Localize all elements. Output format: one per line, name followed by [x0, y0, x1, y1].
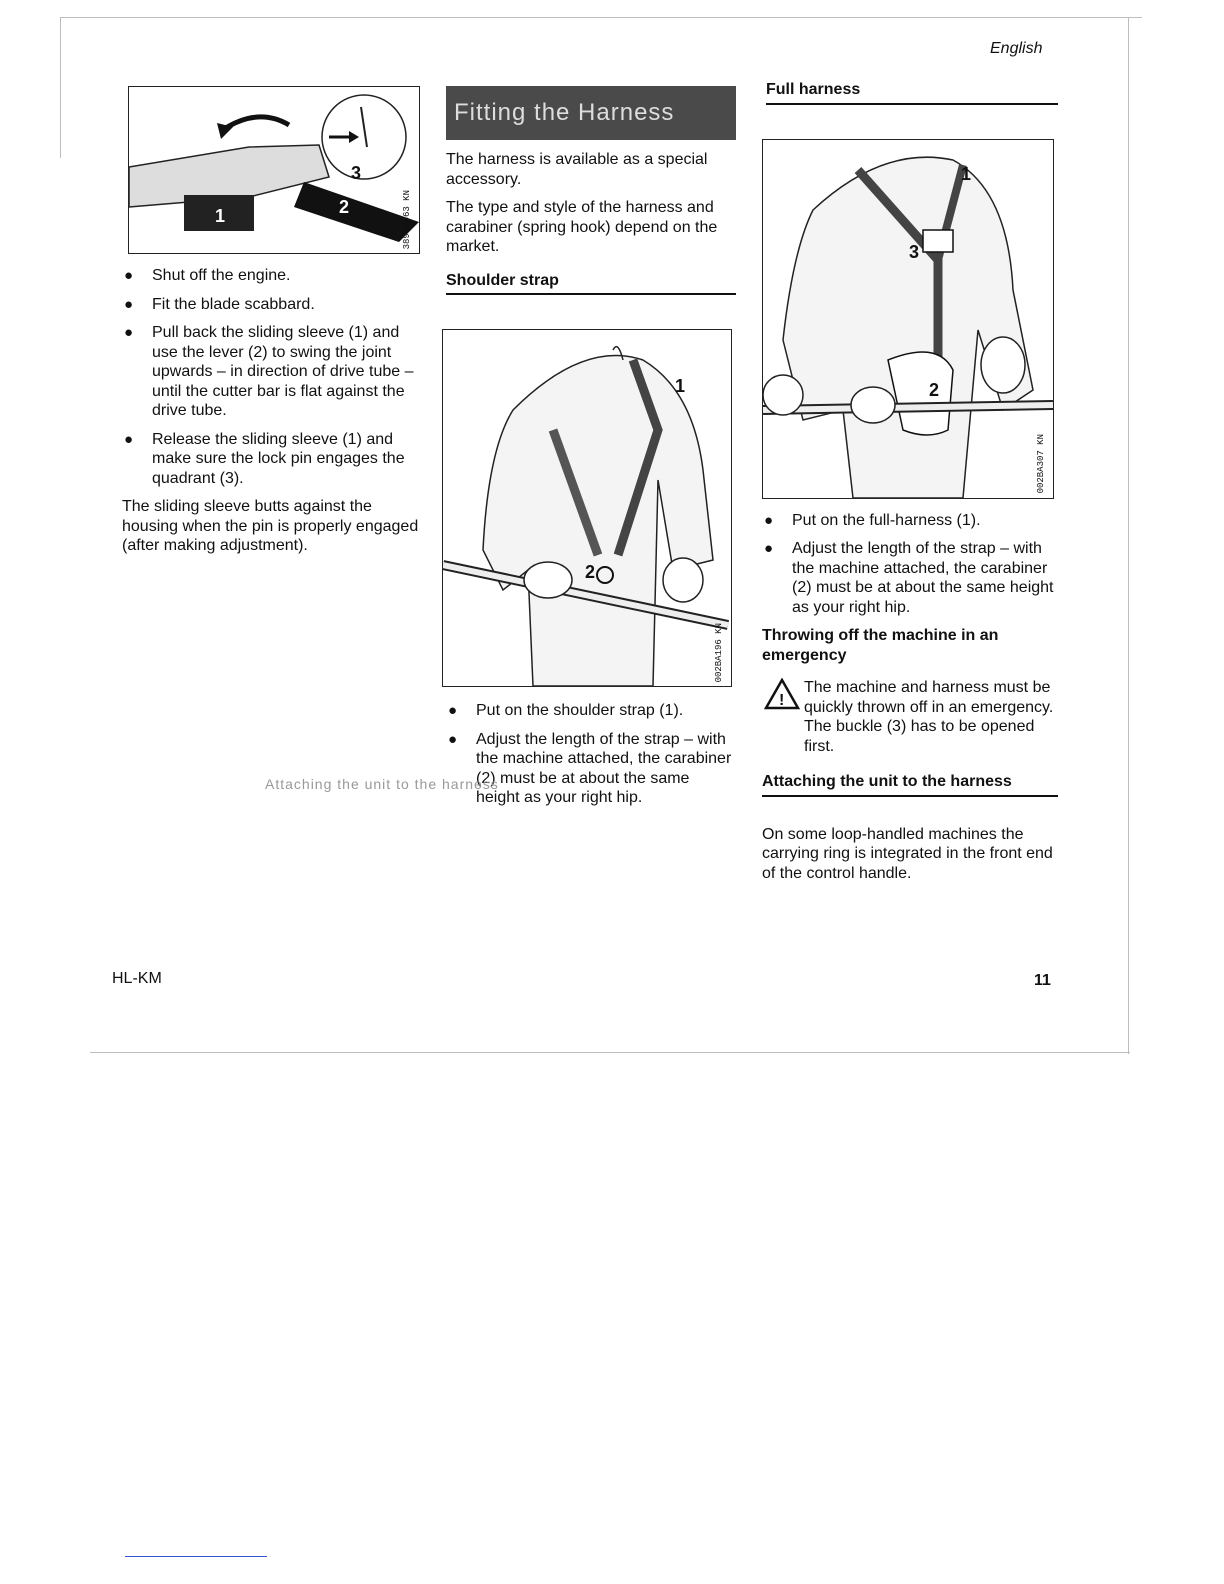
- page-bottom-border: [90, 1052, 1130, 1053]
- attaching-text: On some loop-handled machines the carrying ring is integrated in the front end of the control handle.: [762, 825, 1053, 882]
- full-harness-illustration: [763, 140, 1053, 498]
- page-left-border: [60, 18, 61, 158]
- list-item: ● Adjust the length of the strap – with the machine attached, the carabiner (2) must be at about the same height as your right hip.: [764, 540, 1054, 616]
- svg-text:!: !: [779, 692, 785, 709]
- callout-1: 1: [215, 206, 226, 226]
- cutter-joint-illustration: [129, 87, 419, 253]
- model-label: HL-KM: [112, 970, 162, 987]
- warning-icon: [764, 678, 800, 716]
- shoulder-strap-figure: [442, 329, 732, 687]
- right-column: [762, 80, 1058, 892]
- page-right-border: [1128, 18, 1129, 1054]
- bullet-icon: ●: [764, 540, 774, 557]
- page-top-border: [60, 17, 1142, 18]
- section-title: Fitting the Harness: [446, 86, 736, 140]
- cutter-joint-figure: [128, 86, 420, 254]
- figure-code: 002BA196 KN: [713, 622, 724, 682]
- language-label: English: [990, 40, 1043, 57]
- left-bullet-list: [122, 266, 422, 488]
- left-column: [122, 86, 422, 565]
- shoulder-strap-illustration: [443, 330, 731, 686]
- figure-code: 002BA307 KN: [1035, 434, 1046, 494]
- callout-3: 3: [909, 241, 920, 262]
- bottom-rule: [125, 1556, 267, 1557]
- bullet-icon: ●: [124, 267, 134, 284]
- callout-2: 2: [339, 197, 350, 217]
- bullet-icon: ●: [124, 295, 134, 313]
- callout-1: 1: [961, 163, 972, 184]
- bullet-icon: ●: [124, 324, 134, 341]
- sleeve-note: The sliding sleeve butts against the housing when the pin is properly engaged (after making adjustment).: [122, 498, 419, 554]
- right-bullet-list: [762, 511, 1058, 618]
- page-number: 11: [1034, 972, 1051, 989]
- warning-text: The machine and harness must be quickly thrown off in an emergency. The buckle (3) has to be opened first.: [804, 679, 1054, 755]
- bullet-icon: ●: [764, 511, 774, 529]
- list-item: ● Fit the blade scabbard.: [124, 295, 315, 313]
- warning-block: [762, 678, 1058, 756]
- shoulder-strap-heading: Shoulder strap: [446, 271, 736, 296]
- list-item: ● Put on the full-harness (1).: [764, 511, 981, 529]
- callout-2: 2: [585, 562, 596, 582]
- middle-column: [446, 86, 736, 817]
- bullet-icon: ●: [448, 730, 458, 748]
- intro-paragraph: The harness is available as a special accessory.: [446, 151, 708, 188]
- callout-3: 3: [351, 163, 362, 183]
- list-item: ● Shut off the engine.: [124, 267, 291, 284]
- full-harness-heading: Full harness: [766, 80, 1058, 105]
- list-item: ● Release the sliding sleeve (1) and make sure the lock pin engages the quadrant (3).: [124, 430, 405, 487]
- figure-code: 3890A063 KN: [401, 189, 412, 249]
- list-item: ● Put on the shoulder strap (1).: [448, 702, 684, 719]
- full-harness-figure: [762, 139, 1054, 499]
- bleed-through-text: Attaching the unit to the harness: [265, 776, 499, 792]
- list-item: ● Adjust the length of the strap – with the machine attached, the carabiner (2) must be at about the same height as your right hip.: [448, 730, 732, 806]
- callout-2: 2: [929, 379, 940, 400]
- throwing-off-heading: Throwing off the machine in an emergency: [762, 627, 999, 664]
- attaching-heading: Attaching the unit to the harness: [762, 772, 1058, 797]
- bullet-icon: ●: [124, 430, 134, 448]
- intro-paragraph: The type and style of the harness and carabiner (spring hook) depend on the market.: [446, 199, 718, 255]
- callout-1: 1: [675, 376, 686, 396]
- list-item: ● Pull back the sliding sleeve (1) and use the lever (2) to swing the joint upwards – in direction of drive tube – until the cutter bar is flat against the drive tube.: [124, 324, 414, 419]
- bullet-icon: ●: [448, 702, 458, 719]
